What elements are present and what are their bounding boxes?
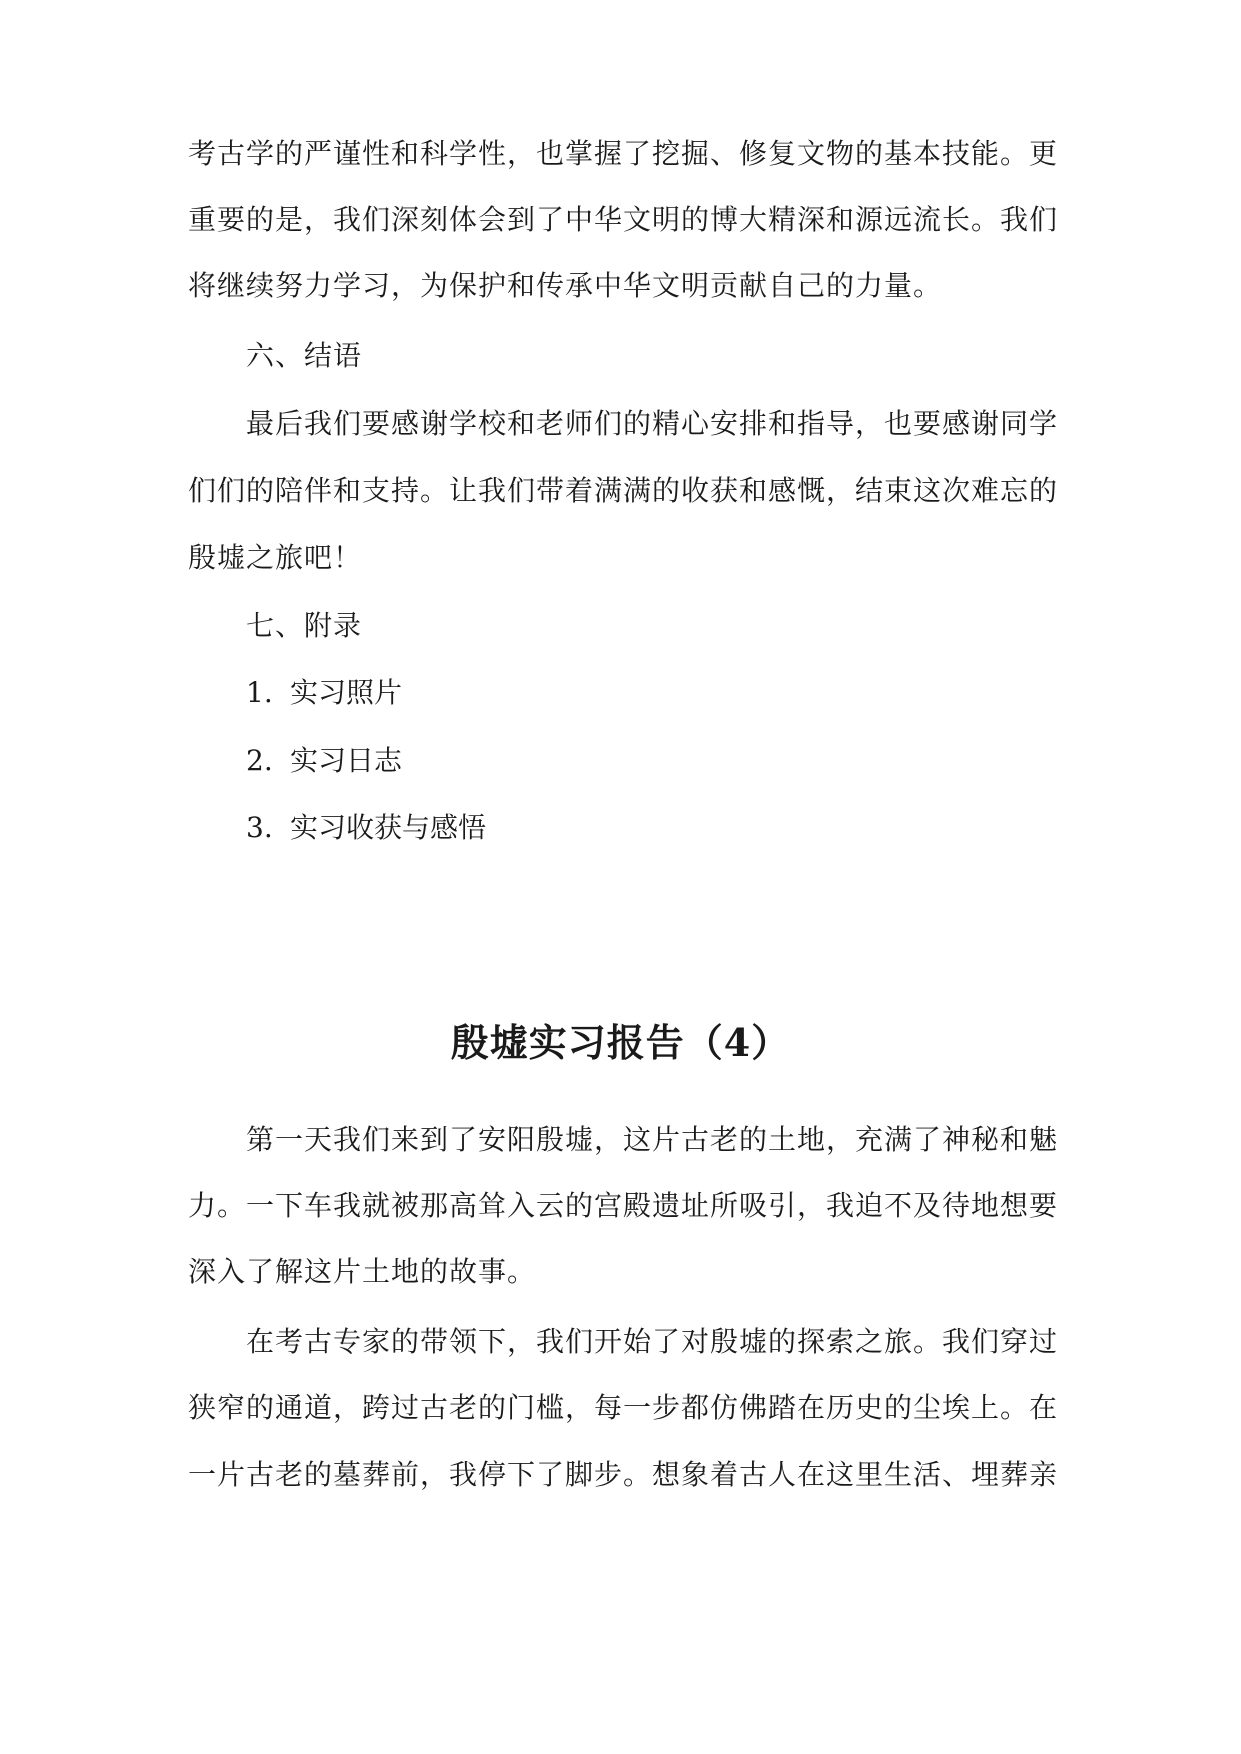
paragraph-line: 重要的是，我们深刻体会到了中华文明的博大精深和源远流长。我们: [188, 203, 1059, 236]
appendix-item: [246, 673, 402, 713]
list-text: 实习照片: [290, 676, 403, 709]
appendix-item: [246, 741, 402, 781]
paragraph-line: 第一天我们来到了安阳殷墟，这片古老的土地，充满了神秘和魅: [246, 1123, 1059, 1156]
list-number: 2.: [246, 744, 273, 777]
section-heading-conclusion: 六、结语: [246, 339, 363, 372]
list-text: 实习日志: [290, 744, 403, 777]
paragraph-line: 将继续努力学习，为保护和传承中华文明贡献自己的力量。: [188, 269, 943, 302]
paragraph-line: 狭窄的通道，跨过古老的门槛，每一步都仿佛踏在历史的尘埃上。在: [188, 1391, 1059, 1424]
paragraph-line: 深入了解这片土地的故事。: [188, 1255, 537, 1288]
paragraph-line: 殷墟之旅吧！: [188, 541, 363, 574]
list-text: 实习收获与感悟: [290, 811, 487, 844]
paragraph-line: 考古学的严谨性和科学性，也掌握了挖掘、修复文物的基本技能。更: [188, 137, 1059, 170]
appendix-item: [246, 808, 486, 848]
paragraph-line: 们们的陪伴和支持。让我们带着满满的收获和感慨，结束这次难忘的: [188, 474, 1059, 507]
paragraph-line: 最后我们要感谢学校和老师们的精心安排和指导，也要感谢同学: [246, 407, 1059, 440]
section-heading-appendix: 七、附录: [246, 609, 363, 642]
paragraph-line: 在考古专家的带领下，我们开始了对殷墟的探索之旅。我们穿过: [246, 1325, 1059, 1358]
paragraph-line: 一片古老的墓葬前，我停下了脚步。想象着古人在这里生活、埋葬亲: [188, 1458, 1059, 1491]
paragraph-line: 力。一下车我就被那高耸入云的宫殿遗址所吸引，我迫不及待地想要: [188, 1189, 1059, 1222]
report-title: 殷墟实习报告（4）: [450, 1020, 791, 1065]
list-number: 1.: [246, 676, 273, 709]
list-number: 3.: [246, 811, 273, 844]
